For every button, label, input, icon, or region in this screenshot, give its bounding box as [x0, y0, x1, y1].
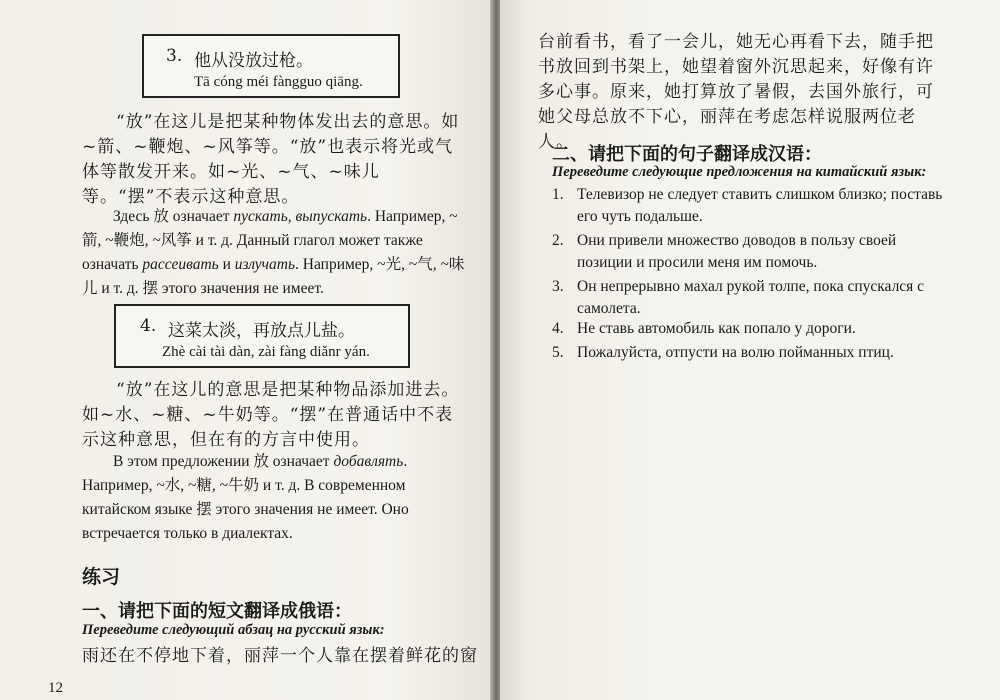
task-1-text-continued: 台前看书，看了一会儿，她无心再看下去，随手把书放回到书架上，她望着窗外沉思起来，好像有许多心事。原来，她打算放了暑假，去国外旅行，可她父母总放不下心，丽萍在考虑怎样说服两位老人。 [538, 32, 934, 152]
example-box-3 [142, 34, 400, 98]
explanation-paragraph-ru: Здесь 放 означает пускать, выпускать. Например, ~箭, ~鞭炮, ~风筝 и т. д. Данный глагол может также означать рассеивать и излучать. Например, ~光, ~气, ~味儿 и т. д. 摆 этого значения не имеет. [82, 208, 465, 297]
example-number: 3. [166, 46, 183, 66]
example-pinyin: Tā cóng méi fàngguo qiāng. [194, 74, 363, 90]
exercise-title: 练习 [82, 566, 121, 588]
task-2-heading: 二、请把下面的句子翻译成汉语： [552, 144, 822, 165]
example-box-4 [114, 304, 410, 368]
example-pinyin: Zhè cài tài dàn, zài fàng diǎnr yán. [162, 344, 370, 360]
example-number: 4. [140, 316, 157, 336]
explanation-paragraph-zh: “放”在这儿是把某种物体发出去的意思。如~箭、~鞭炮、~风筝等。“放”也表示将光或气体等散发开来。如~光、~气、~味儿等。“摆”不表示这种意思。 [82, 112, 460, 207]
explanation-paragraph-zh: “放”在这儿的意思是把某种物品添加进去。如~水、~糖、~牛奶等。“摆”在普通话中不表示这种意思，但在有的方言中使用。 [82, 380, 460, 450]
page-number: 12 [48, 680, 63, 696]
task-2-instruction: Переведите следующие предложения на китайский язык: [552, 164, 927, 180]
left-page [0, 0, 492, 700]
task-1-instruction: Переведите следующий абзац на русский язык: [82, 622, 385, 638]
task-1-text-start: 雨还在不停地下着，丽萍一个人靠在摆着鲜花的窗 [82, 646, 478, 666]
task-1-heading: 一、请把下面的短文翻译成俄语： [82, 601, 352, 622]
explanation-paragraph-ru: В этом предложении 放 означает добавлять. Например, ~水, ~糖, ~牛奶 и т. д. В современном китайском языке 摆 этого значения не имеет. Оно встречается только в диалектах. [82, 453, 409, 542]
example-chinese: 这菜太淡，再放点儿盐。 [168, 321, 355, 341]
example-chinese: 他从没放过枪。 [194, 51, 313, 71]
